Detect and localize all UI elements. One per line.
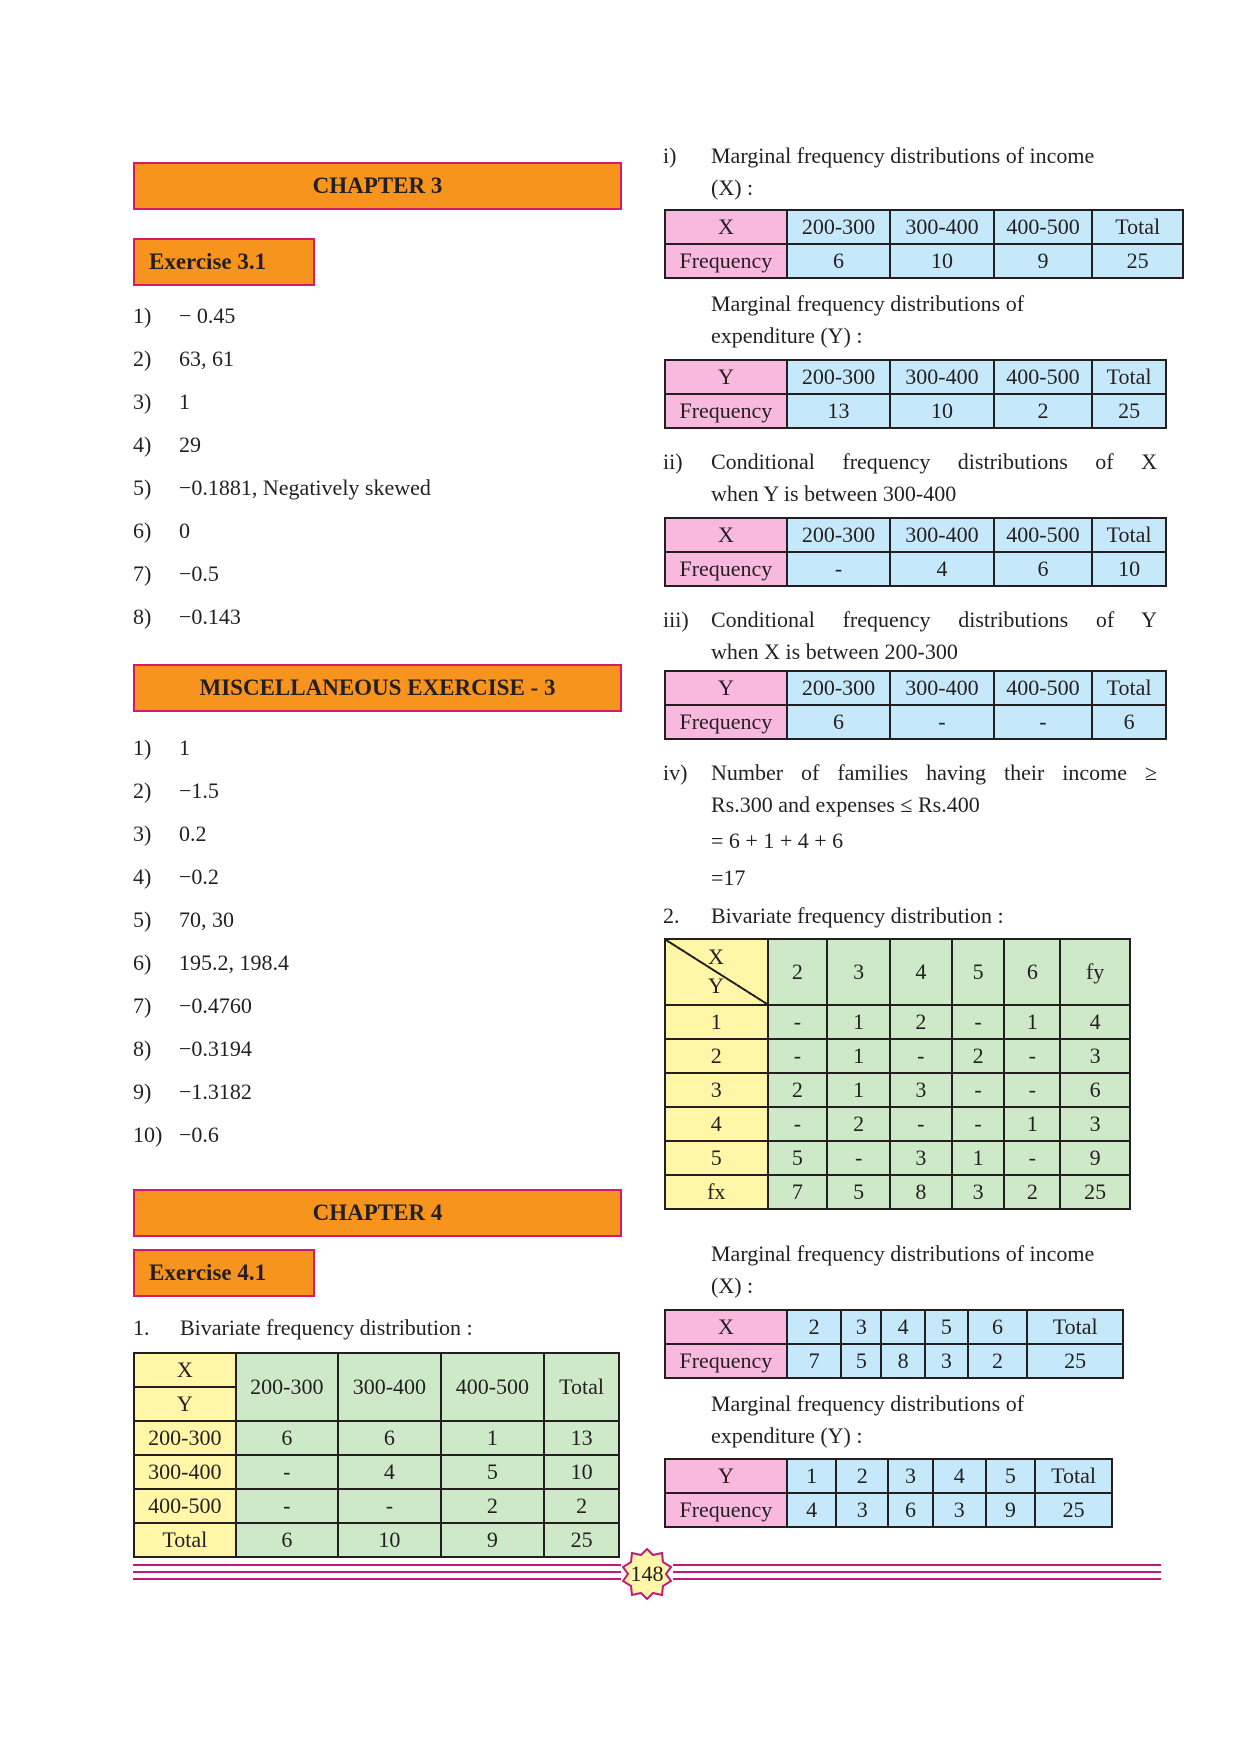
marginal-expenditure-2-text-line1: Marginal frequency distributions of	[711, 1391, 1025, 1416]
marginal-expenditure-text-line1: Marginal frequency distributions of	[711, 291, 1025, 316]
table-cell: 6	[787, 705, 890, 739]
table-cell: 3	[933, 1493, 986, 1527]
part-iv-calculation: = 6 + 1 + 4 + 6	[711, 828, 844, 853]
table-cell: 25	[1092, 394, 1166, 428]
row-header: Frequency	[665, 705, 787, 739]
column-header: Total	[1027, 1310, 1123, 1344]
table-cell: 2	[968, 1344, 1028, 1378]
column-header: Total	[1092, 671, 1166, 705]
answer-number: 5)	[133, 907, 152, 932]
table-row	[665, 1005, 1130, 1039]
answer-value: 63, 61	[179, 346, 234, 371]
column-header: 400-500	[994, 360, 1093, 394]
answer-item	[133, 430, 201, 460]
table-cell: -	[1004, 1073, 1060, 1107]
answer-item	[133, 473, 431, 503]
column-header: 400-500	[994, 210, 1093, 244]
answer-item	[133, 733, 190, 763]
answer-value: −0.1881, Negatively skewed	[179, 475, 431, 500]
conditional-x-table	[664, 517, 1167, 587]
row-header: 5	[665, 1141, 768, 1175]
question-1-text: Bivariate frequency distribution :	[180, 1315, 473, 1340]
column-header: 200-300	[787, 518, 890, 552]
marginal-expenditure-table	[664, 359, 1167, 429]
table-cell: 3	[925, 1344, 968, 1378]
table-cell: 2	[768, 1073, 828, 1107]
column-header: 4	[933, 1459, 986, 1493]
table-cell: 3	[952, 1175, 1005, 1209]
answer-number: 1)	[133, 735, 152, 760]
row-header: X	[665, 1310, 787, 1344]
answer-value: −0.143	[179, 604, 241, 629]
table-cell: 1	[827, 1073, 890, 1107]
miscellaneous-exercise-3-heading: MISCELLANEOUS EXERCISE - 3	[133, 664, 622, 712]
column-header: 4	[890, 939, 952, 1005]
column-header: 3	[841, 1310, 881, 1344]
answer-item	[133, 344, 234, 374]
answer-value: 0	[179, 518, 190, 543]
chapter-4-heading: CHAPTER 4	[133, 1189, 622, 1237]
row-header: Y	[665, 360, 787, 394]
marginal-income-2-text-line1: Marginal frequency distributions of income	[711, 1241, 1095, 1266]
table-cell: 13	[787, 394, 890, 428]
table-cell: 7	[787, 1344, 842, 1378]
table-cell: 25	[1035, 1493, 1112, 1527]
answer-item	[133, 776, 219, 806]
table-cell: 25	[1092, 244, 1183, 278]
answer-number: 7)	[133, 561, 152, 586]
part-i-text-line1: Marginal frequency distributions of income	[711, 143, 1095, 168]
table-cell: -	[787, 552, 890, 586]
table-cell: 3	[1060, 1107, 1130, 1141]
row-header: 4	[665, 1107, 768, 1141]
bivariate-table-2	[664, 938, 1131, 1210]
column-header: 6	[968, 1310, 1028, 1344]
table-cell: 25	[544, 1523, 619, 1557]
table-cell: 6	[236, 1523, 339, 1557]
answer-value: − 0.45	[179, 303, 236, 328]
table-cell: -	[994, 705, 1093, 739]
column-header: 6	[1004, 939, 1060, 1005]
marginal-income-2-text-line2: (X) :	[711, 1273, 754, 1298]
part-iv-text-line1: Number of families having their income ≥	[711, 760, 1157, 785]
column-header: 400-500	[441, 1353, 545, 1421]
part-ii-text-line2: when Y is between 300-400	[711, 481, 957, 506]
column-header: 200-300	[787, 671, 890, 705]
table-corner-cell	[665, 939, 768, 1005]
column-header: 2	[836, 1459, 888, 1493]
table-cell: 4	[890, 552, 993, 586]
table-cell: 13	[544, 1421, 619, 1455]
answer-item	[133, 948, 289, 978]
table-cell: 8	[881, 1344, 925, 1378]
column-header: Total	[544, 1353, 619, 1421]
table-cell: -	[952, 1073, 1005, 1107]
marginal-expenditure-table-2	[664, 1458, 1113, 1528]
table-cell: 9	[1060, 1141, 1130, 1175]
table-cell: -	[952, 1107, 1005, 1141]
part-i-text-line2: (X) :	[711, 175, 754, 200]
chapter-3-heading: CHAPTER 3	[133, 162, 622, 210]
row-header: Frequency	[665, 1344, 787, 1378]
table-cell: 1	[952, 1141, 1005, 1175]
page-number: 148	[630, 1561, 664, 1586]
table-row	[134, 1489, 619, 1523]
table-cell: -	[890, 1039, 952, 1073]
question-2-number: 2.	[663, 903, 680, 928]
column-header: 400-500	[994, 671, 1093, 705]
table-row	[665, 1039, 1130, 1073]
marginal-expenditure-2-text-line2: expenditure (Y) :	[711, 1423, 863, 1448]
table-cell: 10	[890, 394, 993, 428]
answer-item	[133, 301, 235, 331]
table-cell: 3	[836, 1493, 888, 1527]
table-cell: -	[890, 705, 993, 739]
table-cell: 9	[986, 1493, 1036, 1527]
table-cell: 2	[890, 1005, 952, 1039]
answer-item	[133, 862, 219, 892]
table-row	[665, 1175, 1130, 1209]
answer-item	[133, 1034, 252, 1064]
column-header: 200-300	[236, 1353, 339, 1421]
table-cell: 9	[994, 244, 1093, 278]
column-header: Total	[1092, 210, 1183, 244]
column-header: 5	[986, 1459, 1036, 1493]
table-cell: 25	[1060, 1175, 1130, 1209]
column-header: 300-400	[890, 360, 993, 394]
table-cell: 10	[1092, 552, 1166, 586]
conditional-y-table	[664, 670, 1167, 740]
part-iv-text-line2: Rs.300 and expenses ≤ Rs.400	[711, 792, 980, 817]
row-header: Y	[665, 671, 787, 705]
answer-number: 4)	[133, 864, 152, 889]
table-row	[134, 1523, 619, 1557]
answer-number: 6)	[133, 518, 152, 543]
table-cell: 5	[841, 1344, 881, 1378]
exercise-3-1-heading: Exercise 3.1	[133, 238, 315, 286]
part-iv-number: iv)	[663, 760, 688, 785]
table-cell: 25	[1027, 1344, 1123, 1378]
table-cell: 2	[544, 1489, 619, 1523]
table-cell: 5	[441, 1455, 545, 1489]
answer-value: 70, 30	[179, 907, 234, 932]
table-cell: 3	[890, 1141, 952, 1175]
answer-number: 5)	[133, 475, 152, 500]
table-row	[665, 1107, 1130, 1141]
table-cell: -	[890, 1107, 952, 1141]
answer-value: −0.6	[179, 1122, 219, 1147]
column-header: 2	[787, 1310, 842, 1344]
column-header: 200-300	[787, 210, 891, 244]
table-cell: 1	[1004, 1005, 1060, 1039]
answer-value: −0.4760	[179, 993, 252, 1018]
answer-number: 10)	[133, 1122, 163, 1147]
table-corner-x: X	[708, 944, 724, 969]
table-cell: 2	[827, 1107, 890, 1141]
part-ii-number: ii)	[663, 449, 683, 474]
table-cell: 5	[768, 1141, 828, 1175]
column-header: Total	[1035, 1459, 1112, 1493]
answer-number: 7)	[133, 993, 152, 1018]
answer-value: −1.5	[179, 778, 219, 803]
row-header: Total	[134, 1523, 236, 1557]
answer-item	[133, 819, 207, 849]
bivariate-table-1	[133, 1352, 620, 1558]
answer-number: 9)	[133, 1079, 152, 1104]
row-header: Frequency	[665, 394, 787, 428]
table-cell: 2	[952, 1039, 1005, 1073]
row-header: 300-400	[134, 1455, 236, 1489]
table-cell: 4	[1060, 1005, 1130, 1039]
table-cell: 1	[827, 1005, 890, 1039]
answer-number: 8)	[133, 604, 152, 629]
row-header: Frequency	[665, 1493, 787, 1527]
answer-item	[133, 905, 234, 935]
table-cell: 10	[890, 244, 994, 278]
part-i-number: i)	[663, 143, 677, 168]
column-header: 5	[952, 939, 1005, 1005]
column-header: 200-300	[787, 360, 890, 394]
table-cell: 3	[1060, 1039, 1130, 1073]
column-header: 5	[925, 1310, 968, 1344]
answer-value: −0.5	[179, 561, 219, 586]
marginal-income-table	[664, 209, 1184, 279]
table-cell: 2	[1004, 1175, 1060, 1209]
table-cell: 6	[994, 552, 1093, 586]
row-header: fx	[665, 1175, 768, 1209]
answer-value: 0.2	[179, 821, 207, 846]
row-header: Y	[665, 1459, 787, 1493]
row-header: X	[665, 210, 787, 244]
answer-item	[133, 516, 190, 546]
table-cell: -	[1004, 1039, 1060, 1073]
table-cell: -	[952, 1005, 1005, 1039]
column-header: 300-400	[890, 518, 993, 552]
answer-value: −1.3182	[179, 1079, 252, 1104]
column-header: 1	[787, 1459, 837, 1493]
table-cell: 1	[1004, 1107, 1060, 1141]
table-cell: 6	[787, 244, 891, 278]
row-header: 400-500	[134, 1489, 236, 1523]
table-row	[134, 1421, 619, 1455]
table-cell: 2	[994, 394, 1093, 428]
row-header: 200-300	[134, 1421, 236, 1455]
table-cell: 6	[1092, 705, 1166, 739]
row-header: X	[665, 518, 787, 552]
column-header: Total	[1092, 360, 1166, 394]
table-row	[665, 1073, 1130, 1107]
table-corner-y: Y	[134, 1387, 236, 1421]
column-header: 300-400	[338, 1353, 441, 1421]
table-cell: 6	[236, 1421, 339, 1455]
table-cell: 10	[338, 1523, 441, 1557]
table-row	[134, 1455, 619, 1489]
answer-value: 1	[179, 735, 190, 760]
part-iii-text-line1: Conditional frequency distributions of Y	[711, 607, 1157, 632]
answer-number: 2)	[133, 778, 152, 803]
answer-number: 6)	[133, 950, 152, 975]
column-header: 2	[768, 939, 828, 1005]
row-header: 1	[665, 1005, 768, 1039]
table-cell: 8	[890, 1175, 952, 1209]
answer-number: 2)	[133, 346, 152, 371]
question-2-text: Bivariate frequency distribution :	[711, 903, 1004, 928]
table-cell: 10	[544, 1455, 619, 1489]
answer-number: 3)	[133, 821, 152, 846]
table-cell: 6	[888, 1493, 933, 1527]
marginal-expenditure-text-line2: expenditure (Y) :	[711, 323, 863, 348]
column-header: fy	[1060, 939, 1130, 1005]
answer-value: −0.2	[179, 864, 219, 889]
marginal-income-table-2	[664, 1309, 1124, 1379]
table-cell: -	[1004, 1141, 1060, 1175]
answer-number: 4)	[133, 432, 152, 457]
answer-item	[133, 1077, 252, 1107]
table-cell: 1	[441, 1421, 545, 1455]
row-header: 3	[665, 1073, 768, 1107]
answer-number: 8)	[133, 1036, 152, 1061]
table-cell: -	[236, 1455, 339, 1489]
table-cell: 9	[441, 1523, 545, 1557]
table-cell: 3	[890, 1073, 952, 1107]
column-header: 3	[888, 1459, 933, 1493]
question-1-number: 1.	[133, 1315, 150, 1340]
answer-number: 1)	[133, 303, 152, 328]
table-cell: 6	[338, 1421, 441, 1455]
row-header: Frequency	[665, 244, 787, 278]
table-cell: -	[768, 1039, 828, 1073]
table-cell: 7	[768, 1175, 828, 1209]
exercise-4-1-heading: Exercise 4.1	[133, 1249, 315, 1297]
column-header: 300-400	[890, 671, 993, 705]
column-header: 400-500	[994, 518, 1093, 552]
table-corner-x: X	[134, 1353, 236, 1387]
table-cell: -	[768, 1005, 828, 1039]
table-row	[665, 1141, 1130, 1175]
table-cell: -	[768, 1107, 828, 1141]
table-cell: 4	[787, 1493, 837, 1527]
part-iii-number: iii)	[663, 607, 689, 632]
row-header: 2	[665, 1039, 768, 1073]
answer-value: 29	[179, 432, 201, 457]
answer-value: 1	[179, 389, 190, 414]
column-header: 3	[827, 939, 890, 1005]
answer-item	[133, 991, 252, 1021]
part-iv-result: =17	[711, 865, 746, 890]
answer-value: −0.3194	[179, 1036, 252, 1061]
answer-item	[133, 1120, 219, 1150]
answer-item	[133, 602, 241, 632]
answer-item	[133, 387, 190, 417]
column-header: 4	[881, 1310, 925, 1344]
table-cell: 2	[441, 1489, 545, 1523]
table-cell: -	[236, 1489, 339, 1523]
table-cell: -	[827, 1141, 890, 1175]
column-header: 300-400	[890, 210, 994, 244]
answer-number: 3)	[133, 389, 152, 414]
answer-item	[133, 559, 219, 589]
answer-value: 195.2, 198.4	[179, 950, 289, 975]
part-ii-text-line1: Conditional frequency distributions of X	[711, 449, 1157, 474]
table-cell: 4	[338, 1455, 441, 1489]
column-header: Total	[1092, 518, 1166, 552]
table-cell: -	[338, 1489, 441, 1523]
table-cell: 5	[827, 1175, 890, 1209]
table-corner-y: Y	[708, 973, 724, 998]
part-iii-text-line2: when X is between 200-300	[711, 639, 958, 664]
table-cell: 1	[827, 1039, 890, 1073]
table-cell: 6	[1060, 1073, 1130, 1107]
row-header: Frequency	[665, 552, 787, 586]
